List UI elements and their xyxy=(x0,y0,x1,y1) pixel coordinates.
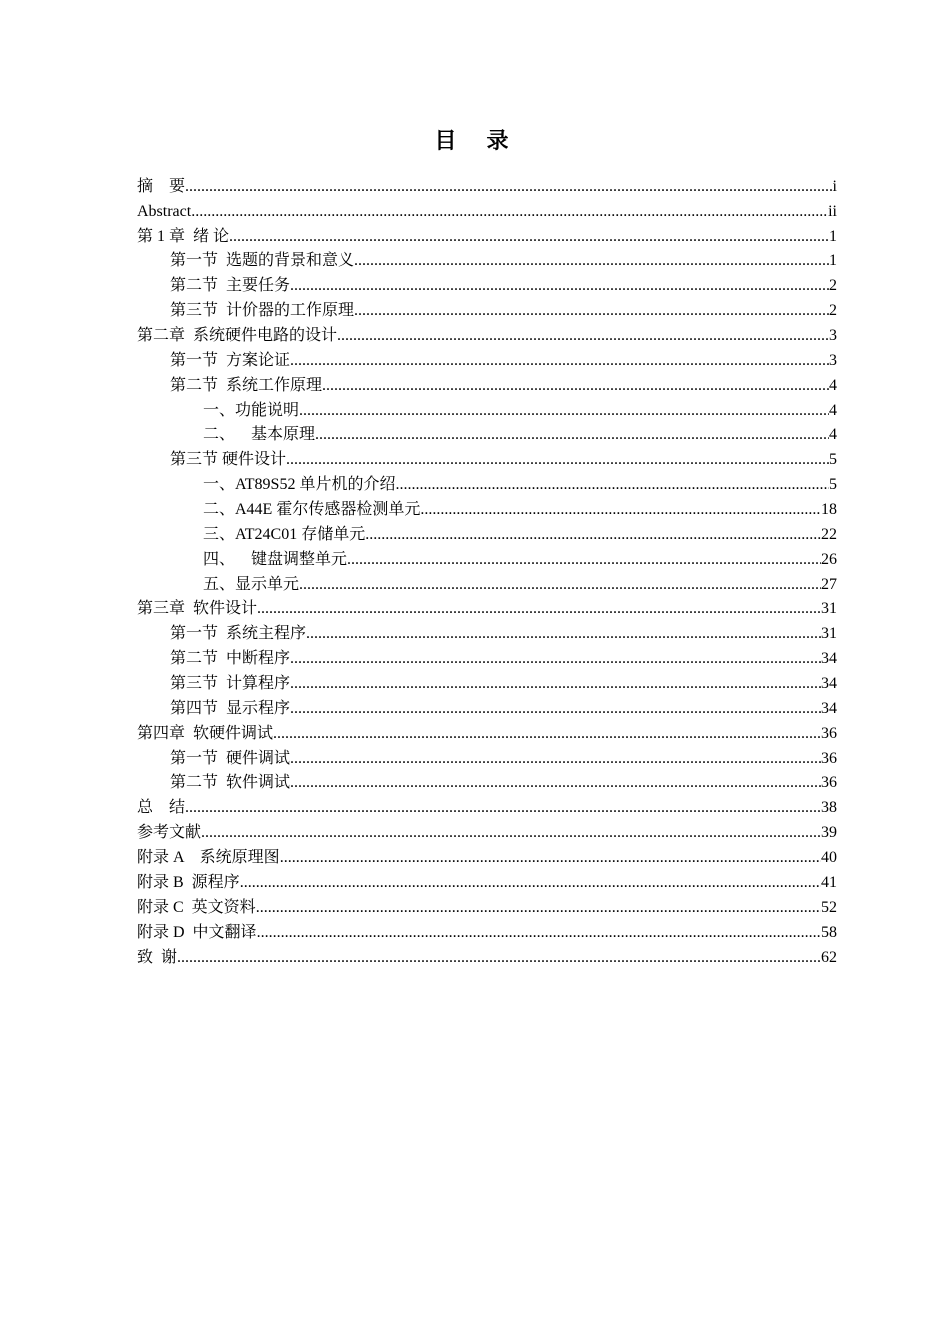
toc-entry-label: 附录 C 英文资料 xyxy=(137,898,256,916)
toc-dot-leader xyxy=(185,796,821,820)
toc-entry-label: 致 谢 xyxy=(137,948,178,966)
toc-dot-leader xyxy=(191,200,828,224)
toc-entry-page-number: 31 xyxy=(821,625,837,643)
toc-entry-page-number: i xyxy=(832,177,837,195)
toc-entry-label: 第三节 计价器的工作原理 xyxy=(170,302,355,320)
toc-entry[interactable] xyxy=(137,945,837,970)
toc-entry-label: 第一节 选题的背景和意义 xyxy=(170,252,355,270)
toc-entry[interactable] xyxy=(137,323,837,348)
table-of-contents xyxy=(137,174,837,970)
toc-dot-leader xyxy=(337,324,829,348)
toc-dot-leader xyxy=(299,573,821,597)
toc-entry-page-number: 36 xyxy=(821,774,837,792)
toc-dot-leader xyxy=(201,821,821,845)
toc-entry-label: 二、A44E 霍尔传感器检测单元 xyxy=(203,501,421,519)
toc-entry-label: 附录 D 中文翻译 xyxy=(137,923,257,941)
toc-entry-label: 总 结 xyxy=(137,799,186,817)
toc-entry[interactable] xyxy=(137,273,837,298)
toc-entry-page-number: 39 xyxy=(821,824,837,842)
toc-entry[interactable] xyxy=(137,522,837,547)
toc-dot-leader xyxy=(286,448,829,472)
toc-dot-leader xyxy=(365,523,821,547)
toc-dot-leader xyxy=(177,946,821,970)
toc-entry-page-number: 34 xyxy=(821,699,837,717)
toc-entry-page-number: 3 xyxy=(829,327,837,345)
toc-entry[interactable] xyxy=(137,597,837,622)
toc-dot-leader xyxy=(240,871,821,895)
toc-entry-page-number: 18 xyxy=(821,501,837,519)
toc-entry-page-number: 31 xyxy=(821,600,837,618)
toc-entry[interactable] xyxy=(137,224,837,249)
toc-entry-label: 四、 键盘调整单元 xyxy=(203,550,348,568)
toc-entry-page-number: 4 xyxy=(829,401,837,419)
toc-entry-page-number: 1 xyxy=(829,227,837,245)
toc-dot-leader xyxy=(185,175,833,199)
toc-entry-page-number: 41 xyxy=(821,873,837,891)
toc-entry-page-number: 1 xyxy=(829,252,837,270)
toc-entry-label: 二、 基本原理 xyxy=(203,426,316,444)
toc-entry-page-number: ii xyxy=(828,202,837,220)
toc-entry-page-number: 62 xyxy=(821,948,837,966)
toc-entry-label: 第一节 方案论证 xyxy=(170,351,291,369)
toc-entry[interactable] xyxy=(137,920,837,945)
toc-entry-page-number: 4 xyxy=(829,376,837,394)
toc-entry-page-number: 34 xyxy=(821,675,837,693)
toc-entry[interactable] xyxy=(137,423,837,448)
toc-entry-label: 第三节 计算程序 xyxy=(170,675,291,693)
toc-entry-label: 摘 要 xyxy=(137,177,186,195)
toc-entry[interactable] xyxy=(137,348,837,373)
toc-dot-leader xyxy=(306,622,821,646)
toc-entry[interactable] xyxy=(137,199,837,224)
toc-entry-label: 第二节 软件调试 xyxy=(170,774,291,792)
toc-entry-label: 一、功能说明 xyxy=(203,401,300,419)
toc-dot-leader xyxy=(257,921,821,945)
toc-entry[interactable] xyxy=(137,373,837,398)
toc-dot-leader xyxy=(395,473,829,497)
toc-entry[interactable] xyxy=(137,547,837,572)
toc-dot-leader xyxy=(229,225,829,249)
toc-dot-leader xyxy=(290,771,821,795)
toc-dot-leader xyxy=(420,498,821,522)
toc-dot-leader xyxy=(354,299,829,323)
toc-entry-page-number: 34 xyxy=(821,650,837,668)
toc-dot-leader xyxy=(347,548,821,572)
toc-entry[interactable] xyxy=(137,845,837,870)
toc-entry-page-number: 36 xyxy=(821,724,837,742)
toc-entry-label: 第二节 中断程序 xyxy=(170,650,291,668)
toc-dot-leader xyxy=(290,349,829,373)
toc-entry[interactable] xyxy=(137,696,837,721)
toc-entry-page-number: 5 xyxy=(829,476,837,494)
toc-entry-label: 第二节 主要任务 xyxy=(170,277,291,295)
toc-entry[interactable] xyxy=(137,895,837,920)
toc-entry-page-number: 58 xyxy=(821,923,837,941)
toc-entry-page-number: 26 xyxy=(821,550,837,568)
toc-entry-label: 参考文献 xyxy=(137,824,202,842)
toc-entry-page-number: 40 xyxy=(821,849,837,867)
toc-entry[interactable] xyxy=(137,721,837,746)
toc-entry-page-number: 4 xyxy=(829,426,837,444)
toc-entry-page-number: 5 xyxy=(829,451,837,469)
toc-entry-page-number: 27 xyxy=(821,575,837,593)
toc-entry-page-number: 2 xyxy=(829,302,837,320)
toc-entry-label: 第 1 章 绪 论 xyxy=(137,227,230,245)
toc-entry-label: 第三章 软件设计 xyxy=(137,600,258,618)
toc-entry[interactable] xyxy=(137,174,837,199)
toc-dot-leader xyxy=(290,647,821,671)
toc-entry-label: 第三节 硬件设计 xyxy=(170,451,287,469)
toc-entry[interactable] xyxy=(137,746,837,771)
toc-entry-label: 第一节 系统主程序 xyxy=(170,625,307,643)
toc-entry-page-number: 2 xyxy=(829,277,837,295)
toc-entry-label: 第一节 硬件调试 xyxy=(170,749,291,767)
toc-entry-label: 第二章 系统硬件电路的设计 xyxy=(137,327,338,345)
toc-dot-leader xyxy=(290,697,821,721)
toc-entry[interactable] xyxy=(137,621,837,646)
toc-entry-label: 附录 B 源程序 xyxy=(137,873,240,891)
toc-dot-leader xyxy=(290,747,821,771)
toc-dot-leader xyxy=(280,846,821,870)
toc-dot-leader xyxy=(315,423,829,447)
toc-entry[interactable] xyxy=(137,771,837,796)
toc-entry[interactable] xyxy=(137,671,837,696)
toc-entry-label: 第二节 系统工作原理 xyxy=(170,376,323,394)
toc-entry[interactable] xyxy=(137,447,837,472)
toc-entry[interactable] xyxy=(137,870,837,895)
toc-dot-leader xyxy=(354,249,829,273)
toc-dot-leader xyxy=(257,597,821,621)
toc-entry-page-number: 22 xyxy=(821,525,837,543)
toc-entry-page-number: 36 xyxy=(821,749,837,767)
toc-entry[interactable] xyxy=(137,497,837,522)
toc-dot-leader xyxy=(290,672,821,696)
toc-entry-label: 第四章 软硬件调试 xyxy=(137,724,274,742)
toc-dot-leader xyxy=(256,896,821,920)
toc-entry-label: 五、显示单元 xyxy=(203,575,300,593)
toc-entry[interactable] xyxy=(137,795,837,820)
toc-entry[interactable] xyxy=(137,646,837,671)
toc-entry[interactable] xyxy=(137,472,837,497)
toc-entry[interactable] xyxy=(137,298,837,323)
toc-entry[interactable] xyxy=(137,572,837,597)
toc-entry[interactable] xyxy=(137,249,837,274)
toc-dot-leader xyxy=(299,399,829,423)
toc-title: 目录 xyxy=(434,129,539,154)
toc-entry-label: 附录 A 系统原理图 xyxy=(137,849,280,867)
toc-entry-label: 一、AT89S52 单片机的介绍 xyxy=(203,476,396,494)
toc-entry-label: 三、AT24C01 存储单元 xyxy=(203,525,366,543)
toc-entry[interactable] xyxy=(137,820,837,845)
toc-entry-page-number: 38 xyxy=(821,799,837,817)
toc-entry-page-number: 3 xyxy=(829,351,837,369)
toc-dot-leader xyxy=(273,722,821,746)
toc-dot-leader xyxy=(290,274,829,298)
toc-entry-page-number: 52 xyxy=(821,898,837,916)
toc-dot-leader xyxy=(322,374,829,398)
toc-entry[interactable] xyxy=(137,398,837,423)
toc-entry-label: 第四节 显示程序 xyxy=(170,699,291,717)
toc-entry-label: Abstract xyxy=(137,202,192,220)
